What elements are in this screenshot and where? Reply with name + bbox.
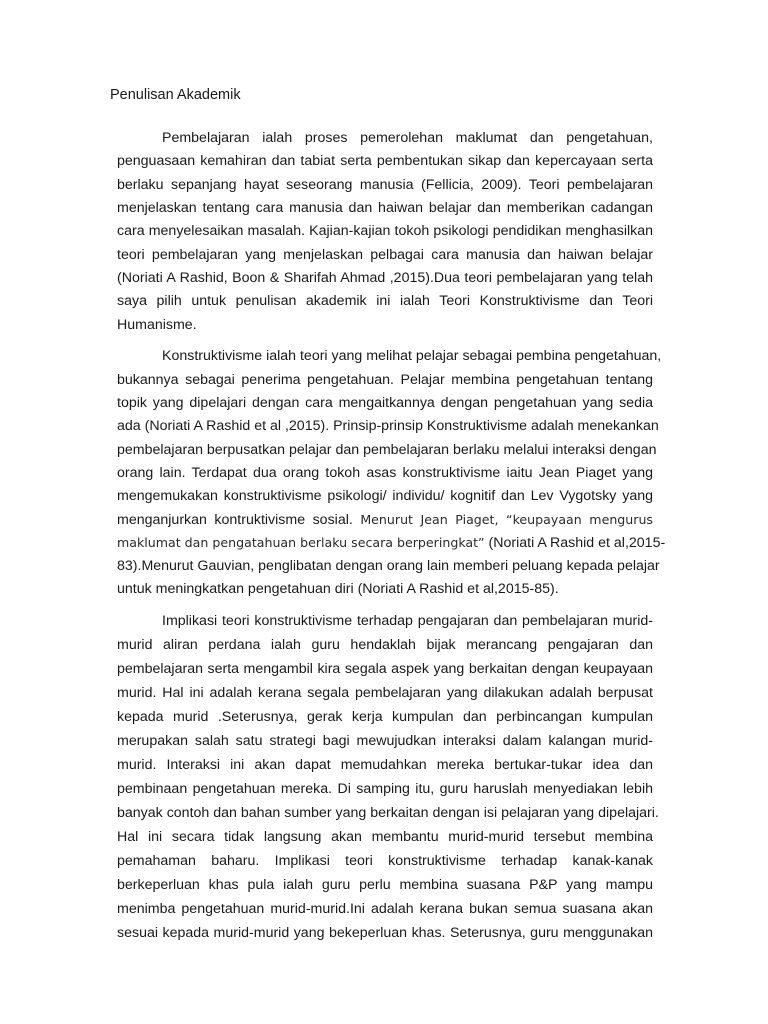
text-line: murid aliran perdana ialah guru hendaklah bijak merancang pengajaran dan <box>117 637 653 653</box>
text-line: penguasaan kemahiran dan tabiat serta pembentukan sikap dan kepercayaan serta <box>117 153 653 169</box>
text-line: bukannya sebagai penerima pengetahuan. Pelajar membina pengetahuan tentang <box>117 372 653 388</box>
text-line: ada (Noriati A Rashid et al ,2015). Prinsip-prinsip Konstruktivisme adalah menekankan <box>117 418 659 434</box>
text-line: saya pilih untuk penulisan akademik ini ialah Teori Konstruktivisme dan Teori <box>117 293 653 309</box>
text-line: merupakan salah satu strategi bagi mewujudkan interaksi dalam kalangan murid- <box>117 733 653 749</box>
quote-segment: maklumat dan pengatahuan berlaku secara berperingkat” <box>117 535 485 550</box>
text-line: Konstruktivisme ialah teori yang melihat pelajar sebagai pembina pengetahuan, <box>162 348 662 364</box>
text-line: Pembelajaran ialah proses pemerolehan maklumat dan pengetahuan, <box>162 130 653 146</box>
text-line: pembelajaran berpusatkan pelajar dan pembelajaran berlaku melalui interaksi dengan <box>117 442 657 458</box>
text-line: murid. Hal ini adalah kerana segala pembelajaran yang dilakukan adalah berpusat <box>117 685 653 701</box>
text-line <box>117 510 653 530</box>
text-segment: menganjurkan kontruktivisme sosial. <box>117 512 361 528</box>
document-title: Penulisan Akademik <box>110 87 241 103</box>
text-line: pembinaan pengetahuan mereka. Di samping itu, guru haruslah menyediakan lebih <box>117 781 653 797</box>
text-segment: (Noriati A Rashid et al,2015- <box>484 535 666 551</box>
text-line: teori pembelajaran yang menjelaskan pelbagai cara manusia dan haiwan belajar <box>117 247 653 263</box>
text-line: Implikasi teori konstruktivisme terhadap pengajaran dan pembelajaran murid- <box>162 613 653 629</box>
text-line: (Noriati A Rashid, Boon & Sharifah Ahmad ,2015).Dua teori pembelajaran yang telah <box>117 270 653 286</box>
text-line: mengemukakan konstruktivisme psikologi/ individu/ kognitif dan Lev Vygotsky yang <box>117 488 653 504</box>
quote-segment: Menurut Jean Piaget, “keupayaan mengurus <box>360 512 653 527</box>
text-line: Hal ini secara tidak langsung akan membantu murid-murid tersebut membina <box>117 829 653 845</box>
text-line: kepada murid .Seterusnya, gerak kerja kumpulan dan perbincangan kumpulan <box>117 709 653 725</box>
text-line: berkeperluan khas pula ialah guru perlu membina suasana P&P yang mampu <box>117 877 653 893</box>
text-line: cara menyelesaikan masalah. Kajian-kajian tokoh psikologi pendidikan menghasilkan <box>117 223 653 239</box>
text-line: banyak contoh dan bahan sumber yang berkaitan dengan isi pelajaran yang dipelajari. <box>117 805 659 821</box>
text-line: sesuai kepada murid-murid yang bekeperluan khas. Seterusnya, guru menggunakan <box>117 925 653 941</box>
text-line: menimba pengetahuan murid-murid.Ini adalah kerana bukan semua suasana akan <box>117 901 653 917</box>
text-line: orang lain. Terdapat dua orang tokoh asas konstruktivisme iaitu Jean Piaget yang <box>117 465 653 481</box>
text-line <box>117 533 666 553</box>
text-line: pembelajaran serta mengambil kira segala aspek yang berkaitan dengan keupayaan <box>117 661 653 677</box>
text-line: menjelaskan tentang cara manusia dan haiwan belajar dan memberikan cadangan <box>117 200 653 216</box>
text-line: pemahaman baharu. Implikasi teori konstruktivisme terhadap kanak-kanak <box>117 853 653 869</box>
text-line: murid. Interaksi ini akan dapat memudahkan mereka bertukar-tukar idea dan <box>117 757 653 773</box>
text-line: topik yang dipelajari dengan cara mengaitkannya dengan pengetahuan yang sedia <box>117 395 653 411</box>
text-line: Humanisme. <box>117 317 197 333</box>
text-line: berlaku sepanjang hayat seseorang manusia (Fellicia, 2009). Teori pembelajaran <box>117 177 653 193</box>
text-line: untuk meningkatkan pengetahuan diri (Noriati A Rashid et al,2015-85). <box>117 581 559 597</box>
text-line: 83).Menurut Gauvian, penglibatan dengan orang lain memberi peluang kepada pelajar <box>117 558 660 574</box>
